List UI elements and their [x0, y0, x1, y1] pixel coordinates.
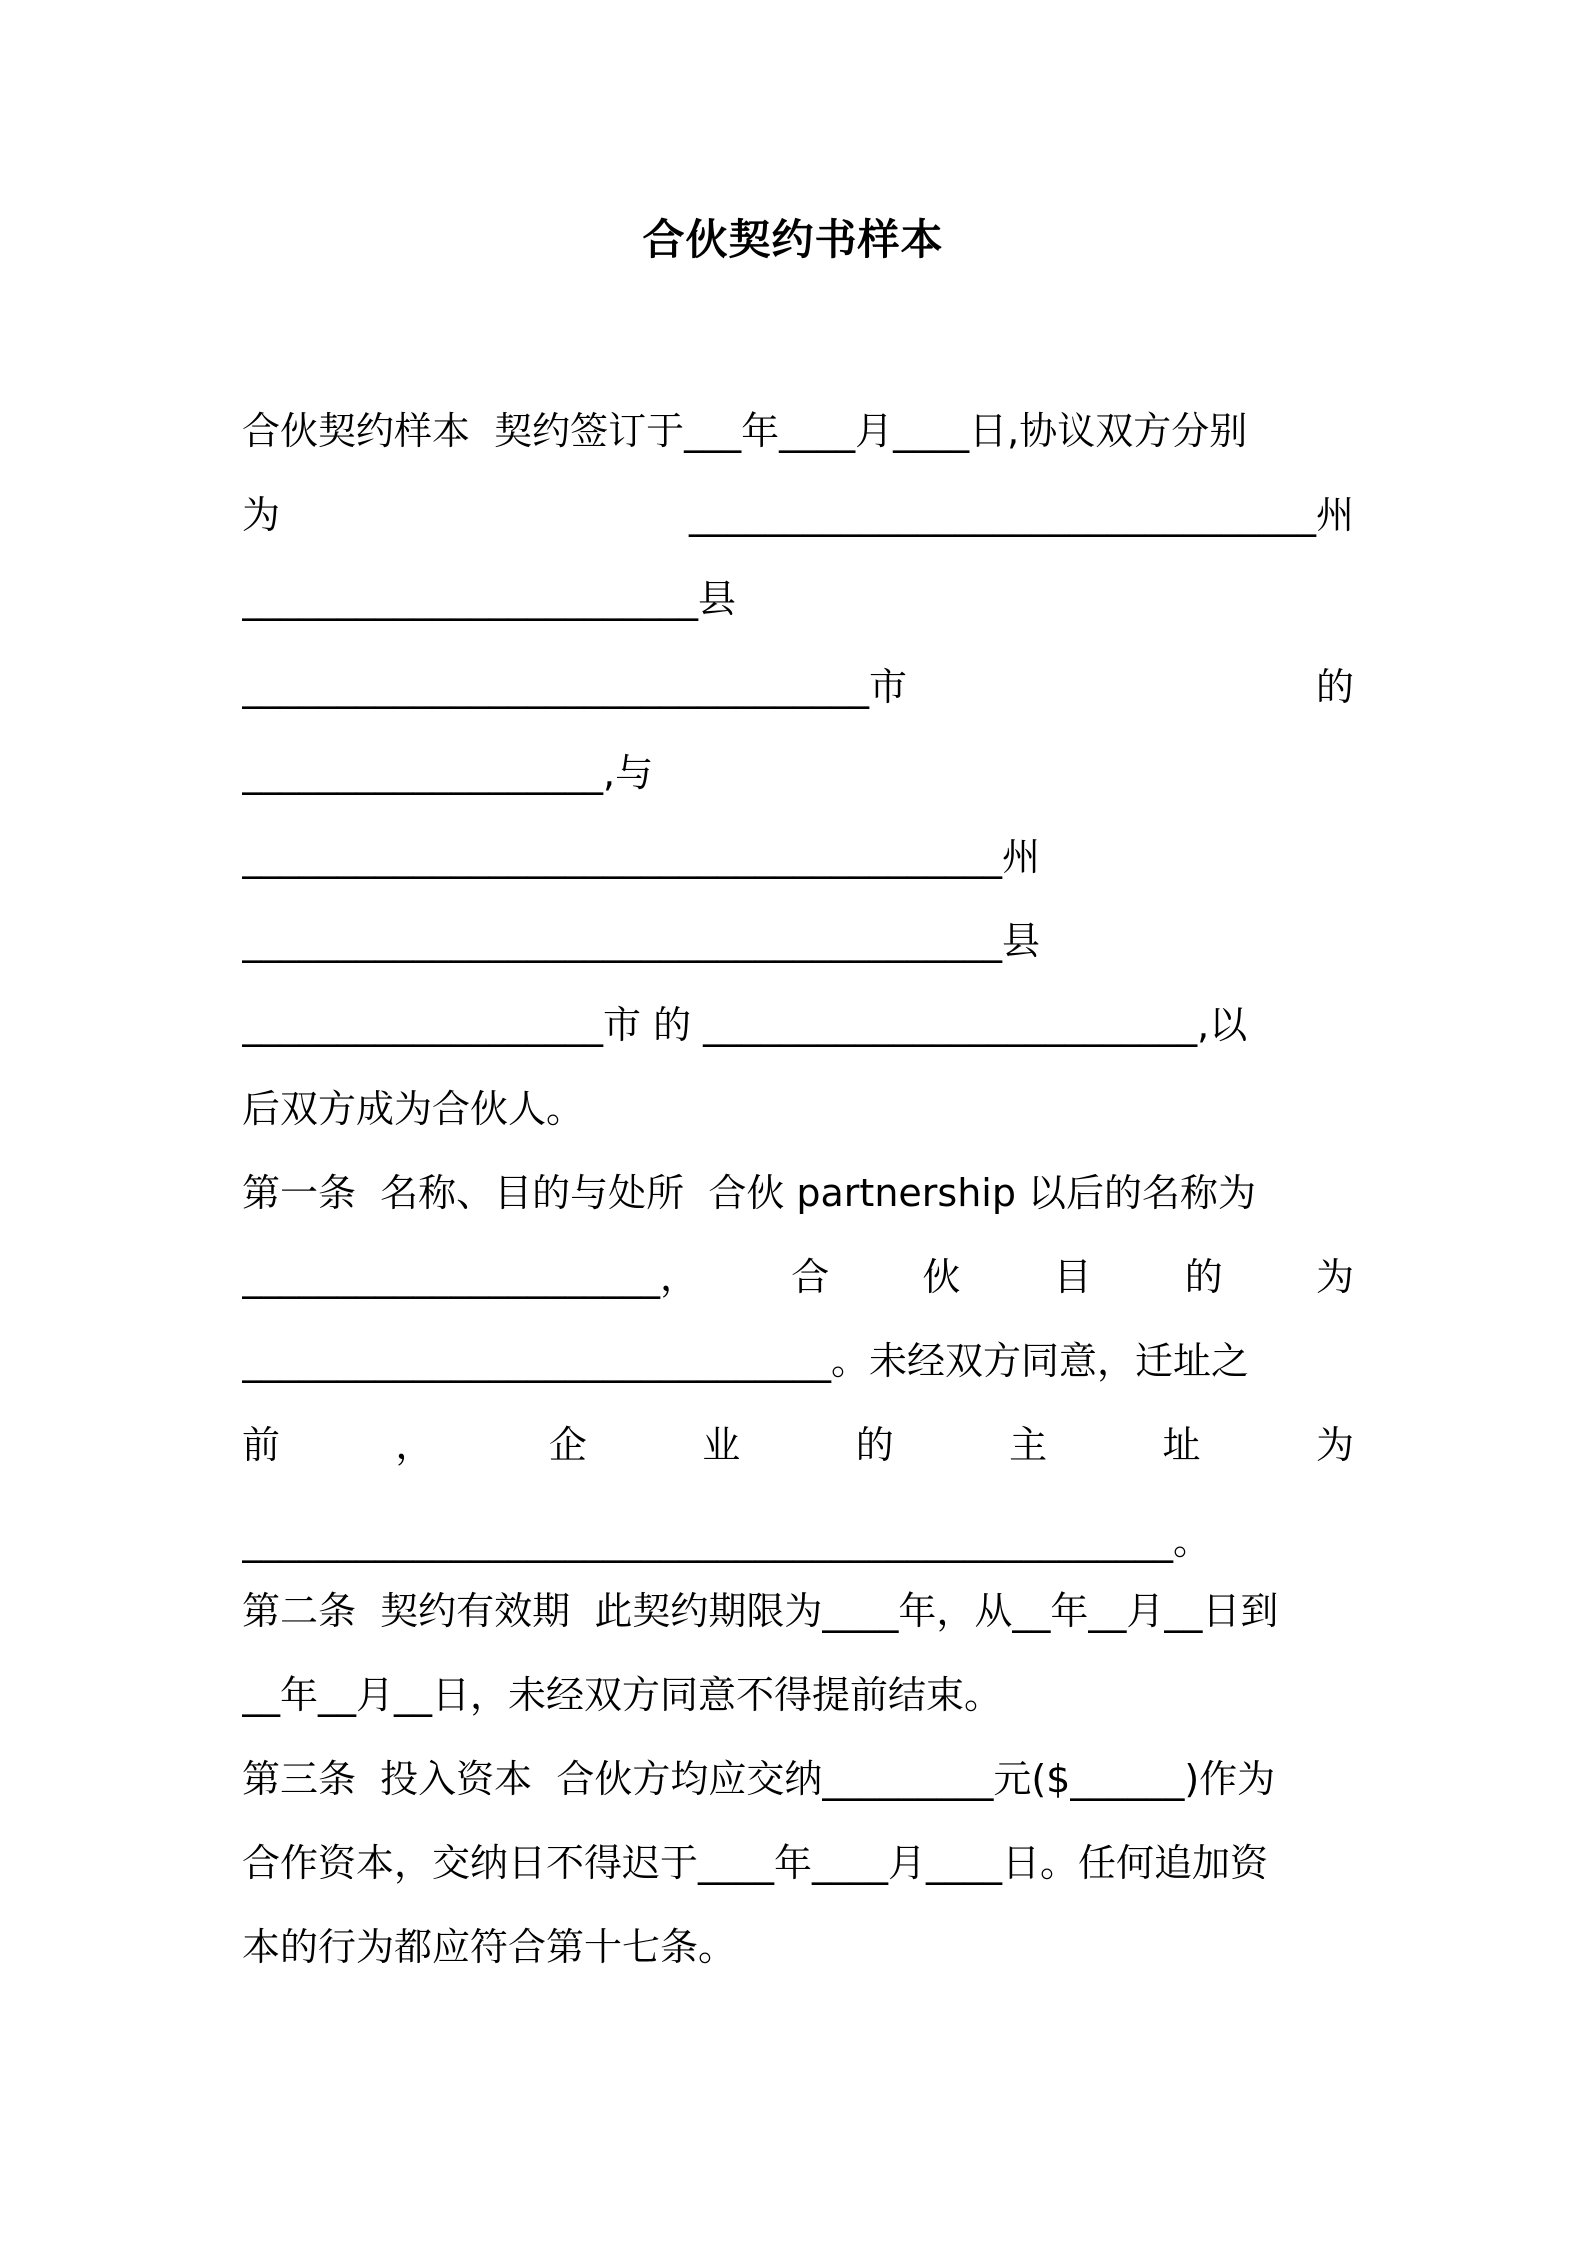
article-3-line: 第三条 投入资本 合伙方均应交纳_________元($______)作为	[242, 1757, 1276, 1801]
paragraph-line: ________________________________________州	[242, 835, 1041, 879]
line-segment: 合	[791, 1255, 830, 1299]
article-1-heading-line: 第一条 名称、目的与处所 合伙 partnership 以后的名称为	[242, 1171, 1257, 1215]
line-segment: 为	[242, 493, 281, 537]
paragraph-line	[242, 1418, 1354, 1472]
line-segment: _________________________________州	[688, 493, 1354, 537]
line-segment: ，	[395, 1423, 434, 1467]
paragraph-line	[242, 1250, 1354, 1304]
paragraph-line: 合作资本，交纳日不得迟于____年____月____日。任何追加资	[242, 1841, 1269, 1885]
paragraph-line: ________________________________________县	[242, 919, 1041, 963]
paragraph-line: _________________________________________________。	[242, 1519, 1212, 1563]
paragraph-line: ___________________市 的 __________________________,以	[242, 1003, 1248, 1047]
paragraph-line: _______________________________。未经双方同意，迁址之	[242, 1339, 1250, 1383]
line-segment: 企	[548, 1423, 587, 1467]
line-segment: 的	[1184, 1255, 1223, 1299]
paragraph-line: 本的行为都应符合第十七条。	[242, 1925, 737, 1969]
line-segment: _________________________________市	[242, 665, 908, 709]
line-segment: 址	[1162, 1423, 1201, 1467]
paragraph-line: __年__月__日，未经双方同意不得提前结束。	[242, 1673, 1003, 1717]
article-2-line: 第二条 契约有效期 此契约期限为____年，从__年__月__日到	[242, 1589, 1279, 1633]
paragraph-line: ________________________县	[242, 577, 737, 621]
line-segment: 的	[1315, 665, 1354, 709]
paragraph-line: 合伙契约样本 契约签订于___年____月____日,协议双方分别	[242, 409, 1248, 453]
line-segment: 为	[1315, 1255, 1354, 1299]
line-segment: 伙	[922, 1255, 961, 1299]
line-segment: 目	[1053, 1255, 1092, 1299]
paragraph-line: 后双方成为合伙人。	[242, 1087, 585, 1131]
line-segment: 前	[242, 1423, 281, 1467]
line-segment: 主	[1009, 1423, 1048, 1467]
document-title: 合伙契约书样本	[642, 215, 944, 264]
line-segment: 为	[1315, 1423, 1354, 1467]
line-segment: ______________________，	[242, 1255, 699, 1299]
line-segment: 业	[702, 1423, 741, 1467]
paragraph-line	[242, 488, 1354, 542]
line-segment: 的	[855, 1423, 894, 1467]
paragraph-line: ___________________,与	[242, 751, 654, 795]
paragraph-line	[242, 660, 1354, 714]
